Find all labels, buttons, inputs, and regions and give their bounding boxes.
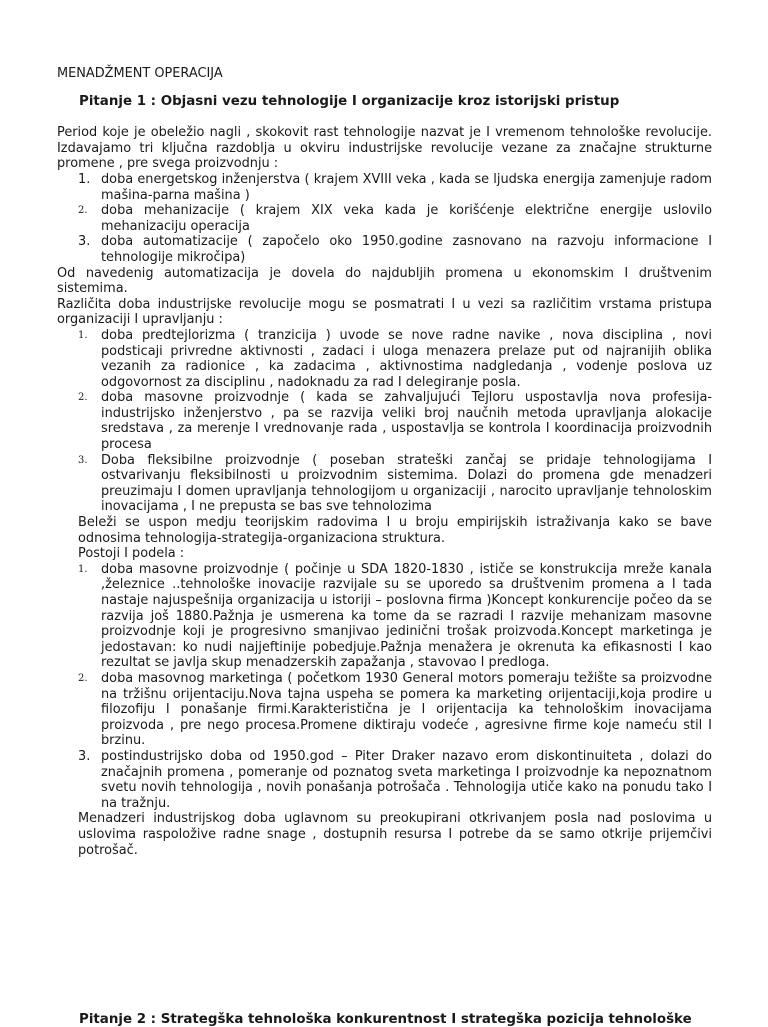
document-page xyxy=(57,66,712,858)
intro-paragraph: Period koje je obeležio nagli , skokovit rast tehnologije nazvat je I vremenom tehnološke revolucije. Izdavajamo tri ključna razdoblja u okviru industrijske revolucije vezane za značajne strukturne promene , pre svega proizvodnju : xyxy=(57,125,712,172)
approaches-paragraph: Različita doba industrijske revolucije mogu se posmatrati I u vezi sa različitim vrstama pristupa organizaciji I upravljanju : xyxy=(57,296,712,328)
list-item: 3. Doba fleksibilne proizvodnje ( poseban strateški zančaj se pridaje tehnologijama I ostvarivanju fleksibilnosti u proizvodnim sistemima. Dolazi do promena gde menadzeri preuzimaju I domen upravljanja tehnologijom u organizaciji , narocito upravljanje tehnoloskim inovacijama , I ne prepusta se bas sve tehnolozima xyxy=(78,452,712,515)
question-2-heading: Pitanje 2 : Strategška tehnološka konkurentnost I strategška pozicija tehnološke xyxy=(79,1012,692,1027)
automation-paragraph: Od navedenig automatizacija je dovela do najdubljih promena u ekonomskim I društvenim sistemima. xyxy=(57,265,712,297)
list-item: 3. doba automatizacije ( započelo oko 1950.godine zasnovano na razvoju informacione I tehnologije mikročipa) xyxy=(78,234,712,265)
list-item: 2. doba masovnog marketinga ( početkom 1930 General motors pomeraju težište sa proizvodne na tržišnu orijentaciju.Nova tajna uspeha se pomera ka marketing orijentaciji,koja prodire u filozofiju I ponašanje firmi.Karakteristična je I orijentacija ka tehnološkim inovacijama proizvoda , pre nego procesa.Promene diktiraju vodeće , agresivne firme koje nameću stil I brzinu. xyxy=(78,670,712,749)
industrial-eras-list xyxy=(57,172,712,266)
list-item: 3. postindustrijsko doba od 1950.god – Piter Draker nazavo erom diskontinuiteta , dolazi do značajnih promena , pomeranje od poznatog sveta marketinga I proizvodnje ka nepoznatnom svetu novih tehnologija , novih ponašanja potrošača . Tehnologija utiče kako na ponudu tako I na tražnju. xyxy=(78,748,712,811)
division-list xyxy=(57,562,712,812)
managers-paragraph: Menadzeri industrijskog doba uglavnom su preokupirani otkrivanjem posla nad poslovima u uslovima raspoložive radne snage , dostupnih resursa I potrebe da se samo otkrije prijemčivi potrošač. xyxy=(78,811,712,858)
list-item: 1. doba masovne proizvodnje ( počinje u SDA 1820-1830 , ističe se konstrukcija mreže kanala ,železnice ..tehnološke inovacije razvijale su se uporedo sa društvenim promena a I tada nastaje najuspešnija organizacija u istoriji – poslovna firma )Koncept konkurencije počeo da se razvija još 1880.Pažnja je usmerena ka tome da se razradi I razvije mehanizam masovne proizvodnje koji je progresivno smanjivao jedinični trošak proizvoda.Koncept marketinga je jedostavan: ko nudi najjeftinije pobedjuje.Pažnja menažera je okrenuta ka efikasnosti I kao rezultat se javlja skup menadzerskih zapažanja , stavovao I predloga. xyxy=(78,561,712,671)
list-item: 1. doba predtejlorizma ( tranzicija ) uvode se nove radne navike , nova disciplina , novi podsticaji privredne aktivnosti , zadaci i uloga menazera prelaze put od najranijih oblika vezanih za radionice , ka zadacima , aktivnostima nadgledanja , vodenje poslova uz odgovornost za disciplinu , nadoknadu za rad I delegiranje posla. xyxy=(78,327,712,390)
organization-eras-list xyxy=(57,328,712,515)
list-item: 1. doba energetskog inženjerstva ( krajem XVIII veka , kada se ljudska energija zamenjuje radom mašina-parna mašina ) xyxy=(78,171,712,203)
question-1-heading: Pitanje 1 : Objasni vezu tehnologije I organizacije kroz istorijski pristup xyxy=(79,93,620,109)
list-item: 2. doba masovne proizvodnje ( kada se zahvaljujući Tejloru uspostavlja nova profesija-industrijsko inženjerstvo , pa se razvija veliki broj naučnih metoda upravljanja alokacije sredstava , za merenje I vrednovanje rada , uspostavlja se kontrola I koordinacija proizvodnih procesa xyxy=(78,390,712,453)
document-title: MENADŽMENT OPERACIJA xyxy=(57,66,223,81)
research-paragraph: Beleži se uspon medju teorijskim radovima I u broju empirijskih istraživanja kako se bave odnosima tehnologija-strategija-organizaciona struktura. xyxy=(78,515,712,546)
list-item: 2. doba mehanizacije ( krajem XIX veka kada je korišćenje električne energije uslovilo mehanizaciju operacija xyxy=(78,203,712,234)
division-paragraph: Postoji I podela : xyxy=(78,546,185,562)
